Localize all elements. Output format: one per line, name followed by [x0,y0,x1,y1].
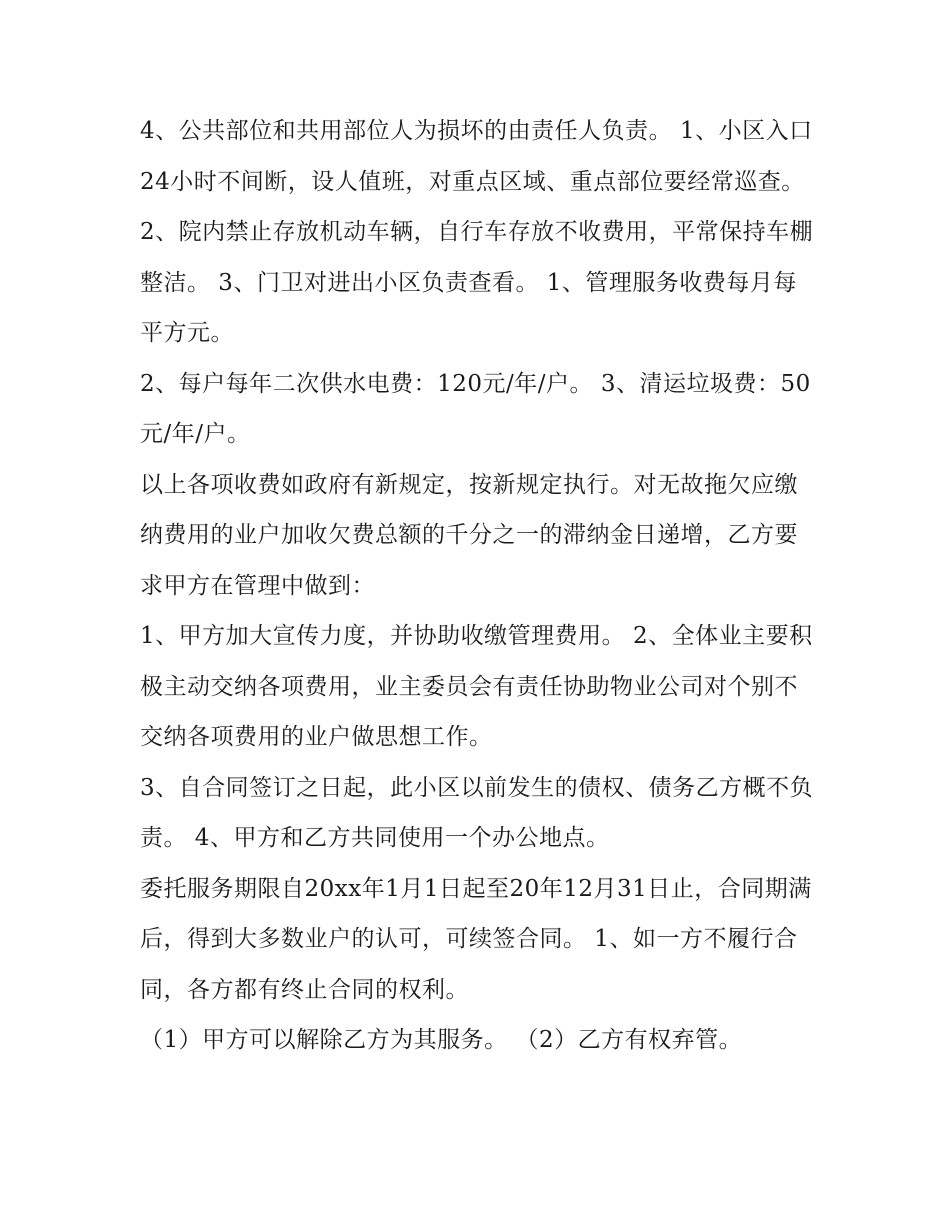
paragraph-3: 2、每户每年二次供水电费：120元/年/户。 3、清运垃圾费：50元/年/户。 [140,370,811,447]
paragraph-7: 委托服务期限自20xx年1月1日起至20年12月31日止，合同期满后，得到大多数业户的认可，可续签合同。 1、如一方不履行合同，各方都有终止合同的权利。 [140,875,812,1003]
paragraph-5: 1、甲方加大宣传力度，并协助收缴管理费用。 2、全体业主要积极主动交纳各项费用，业主委员会有责任协助物业公司对个别不交纳各项费用的业户做思想工作。 [140,623,813,750]
document-body [140,106,815,1066]
paragraph-4: 以上各项收费如政府有新规定，按新规定执行。对无故拖欠应缴纳费用的业户加收欠费总额的千分之一的滞纳金日递增，乙方要求甲方在管理中做到： [140,471,798,599]
paragraph-8: （1）甲方可以解除乙方为其服务。 （2）乙方有权弃管。 [140,1027,743,1053]
paragraph-1: 4、公共部位和共用部位人为损坏的由责任人负责。 1、小区入口24小时不间断，设人值班，对重点区域、重点部位要经常巡查。 [140,118,813,195]
paragraph-2: 2、院内禁止存放机动车辆，自行车存放不收费用，平常保持车棚整洁。 3、门卫对进出小区负责查看。 1、管理服务收费每月每平方元。 [140,219,814,346]
paragraph-6: 3、自合同签订之日起，此小区以前发生的债权、债务乙方概不负责。 4、甲方和乙方共同使用一个办公地点。 [140,774,814,851]
